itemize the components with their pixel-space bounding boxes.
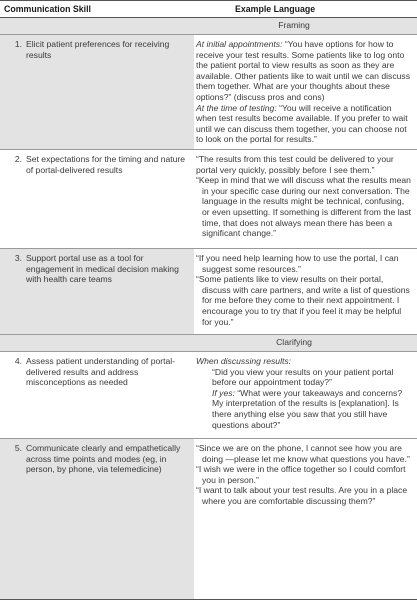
column-header-skill: Communication Skill (4, 4, 92, 14)
row-number: 2. (14, 154, 22, 164)
skill-text: Set expectations for the timing and nature of portal-delivered results (26, 154, 186, 175)
example-quote: “Did you view your results on your patient portal before our appointment today?” (212, 366, 394, 388)
skill-cell (4, 443, 190, 475)
skill-cell (4, 356, 190, 388)
table-header (0, 0, 417, 18)
language-cell (196, 356, 412, 430)
example-quote: “I want to talk about your test results. Are you in a place where you are comfortable discussing them?” (196, 485, 408, 506)
context-lead: When discussing results: (196, 356, 292, 366)
skill-text: Communicate clearly and empathetically across time points and modes (eg, in person, by phone, via telemedicine) (26, 443, 181, 475)
example-quote: “Since we are on the phone, I cannot see how you are doing —please let me know what questions you have.” (196, 443, 410, 464)
language-cell (196, 443, 412, 507)
example-quote: “Keep in mind that we will discuss what the results mean in your specific case during our next conversation. The language in the results might be technical, confusing, or even upsetting. If something is different from the last time, that does not always mean there has been a significant change.” (196, 175, 412, 239)
skill-text: Support portal use as a tool for engagement in medical decision making with health care teams (26, 253, 179, 285)
skill-text: Assess patient understanding of portal-delivered results and address misconceptions as needed (26, 356, 176, 388)
table-row (0, 439, 417, 600)
example-quote: “I wish we were in the office together so I could comfort you in person.” (196, 464, 406, 485)
section-label-framing: Framing (278, 20, 310, 30)
table-row (0, 150, 417, 249)
example-quote: “Some patients like to view results on their portal, discuss with care partners, and write a list of questions for me before they come to their next appointment. I encourage you to try that if you feel it may be helpful for you.” (196, 274, 410, 327)
context-lead: At the time of testing: (196, 102, 277, 113)
language-cell (196, 39, 412, 145)
row-number: 4. (14, 356, 22, 366)
example-quote: “The results from this test could be delivered to your portal very quickly, possibly before I see them.” (196, 154, 394, 175)
section-label-clarifying: Clarifying (276, 337, 312, 347)
table-row (0, 352, 417, 439)
column-header-language: Example Language (235, 4, 316, 14)
example-paragraph (196, 103, 412, 145)
example-quote: “What were your takeaways and concerns? My interpretation of the results is [explanation]. Is there anything else you saw that you still have questions about?” (212, 387, 403, 430)
context-lead: At initial appointments: (196, 39, 283, 49)
example-quote: “If you need help learning how to use the portal, I can suggest some resources.” (196, 253, 399, 274)
table-row (0, 35, 417, 150)
example-quote: “You will receive a notification when test results become available. If you prefer to wait until we can discuss them together, you can choose not to look on the portal for results.” (196, 102, 408, 145)
skill-cell (4, 253, 190, 285)
example-paragraph (196, 388, 412, 430)
row-number: 3. (14, 253, 22, 263)
skill-cell (4, 154, 190, 175)
table-row (0, 249, 417, 335)
example-quote: “You have options for how to receive your test results. Some patients like to log onto the patient portal to view results as soon as they are available. Other patients like to wait until we can discuss them together. What are your thoughts about these options?” (discuss pros and cons) (196, 39, 410, 102)
skill-text: Elicit patient preferences for receiving results (26, 39, 170, 60)
skill-cell (4, 39, 190, 60)
context-lead: If yes: (212, 387, 235, 398)
row-number: 1. (14, 39, 22, 49)
language-cell (196, 154, 412, 239)
example-paragraph (196, 39, 412, 103)
section-band-clarifying (0, 335, 417, 352)
language-cell (196, 253, 412, 327)
section-band-framing (0, 18, 417, 35)
example-paragraph (196, 356, 412, 367)
row-number: 5. (14, 443, 22, 453)
